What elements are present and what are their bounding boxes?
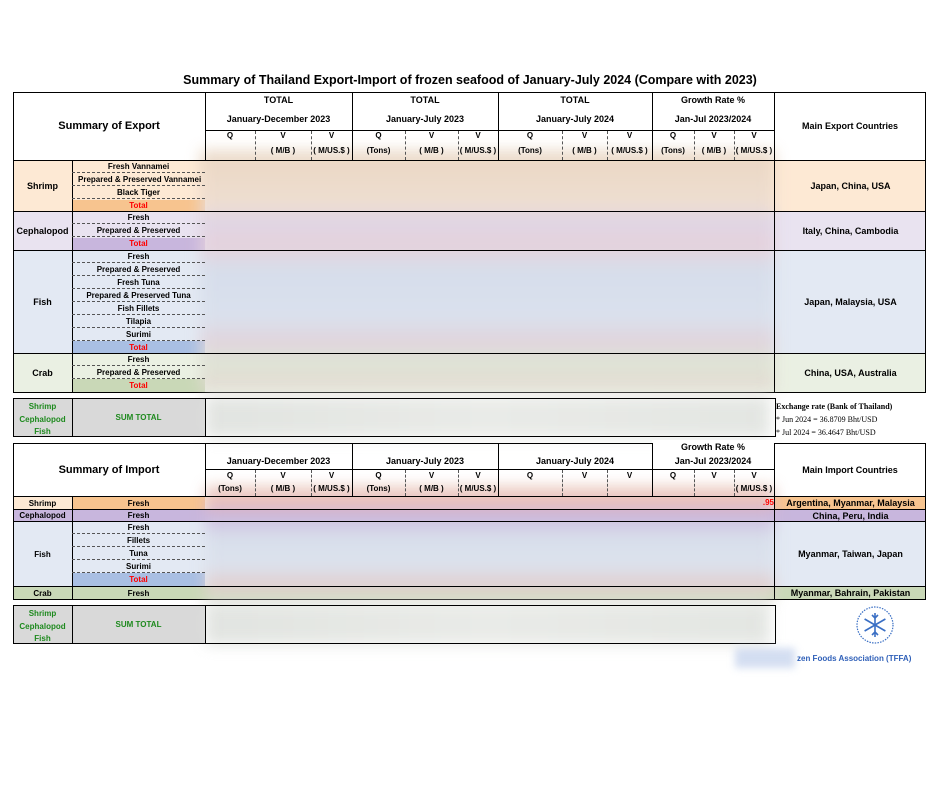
import-period: January-December 2023 <box>226 456 331 466</box>
export-group-fish: Fish <box>33 296 52 307</box>
export-item: Prepared & Preserved Vannamei <box>72 173 205 186</box>
sub-mb: ( M/B ) <box>270 484 296 493</box>
export-item-total: Total <box>129 239 148 248</box>
export-item: Fresh <box>72 212 205 224</box>
export-item: Fresh Vannamei <box>72 161 205 173</box>
export-item: Prepared & Preserved <box>72 366 205 379</box>
export-item: Fresh <box>72 354 205 366</box>
sub-mb: ( M/B ) <box>572 146 597 155</box>
import-countries-crab: Myanmar, Bahrain, Pakistan <box>790 588 911 598</box>
association-name: zen Foods Association (TFFA) <box>797 654 912 663</box>
import-period: January-July 2024 <box>535 456 615 466</box>
export-group-jul2023: TOTAL January-July 2023 <box>385 95 465 124</box>
sub-v: V <box>751 131 757 140</box>
export-section-title: Summary of Export <box>58 120 160 132</box>
sub-v: V <box>328 131 335 140</box>
sub-q: Q <box>226 131 234 140</box>
sub-mb: ( M/B ) <box>270 146 296 155</box>
sub-v: V <box>626 131 633 140</box>
sub-tons: (Tons) <box>366 146 391 155</box>
export-countries-fish: Japan, Malaysia, USA <box>804 296 897 307</box>
import-period: Jan-Jul 2023/2024 <box>674 456 752 466</box>
sub-tons: (Tons) <box>218 484 242 493</box>
sub-q: Q <box>526 131 534 140</box>
sub-mus: ( M/US.$ ) <box>459 484 497 493</box>
import-item-total: Total <box>129 575 148 584</box>
sub-mus: ( M/US.$ ) <box>735 146 773 155</box>
sub-v: V <box>428 471 435 480</box>
export-item: Prepared & Preserved <box>72 224 205 237</box>
sub-v: V <box>475 471 481 480</box>
sub-v: V <box>475 131 481 140</box>
export-item: Prepared & Preserved Tuna <box>72 289 205 302</box>
sub-q: Q <box>669 131 677 140</box>
exchange-rate-jul: * Jul 2024 = 36.4647 Bht/USD <box>776 428 876 437</box>
import-item: Fillets <box>72 534 205 547</box>
import-item: Surimi <box>72 560 205 573</box>
export-group-jul2024: TOTAL January-July 2024 <box>535 95 615 124</box>
export-item: Black Tiger <box>72 186 205 199</box>
tffa-logo <box>852 604 898 646</box>
sub-q: Q <box>226 471 234 480</box>
export-item: Fresh Tuna <box>72 276 205 289</box>
sub-tons: (Tons) <box>366 484 391 493</box>
sub-mb: ( M/B ) <box>419 146 444 155</box>
import-visible-value: .95 <box>762 498 774 507</box>
export-sum-categories: Shrimp Cephalopod Fish <box>19 402 66 436</box>
sub-v: V <box>751 471 757 480</box>
import-group-fish: Fish <box>34 549 51 559</box>
export-item: Prepared & Preserved <box>72 263 205 276</box>
import-item: Fresh <box>127 498 150 508</box>
export-group-growth: Growth Rate % Jan-Jul 2023/2024 <box>674 95 752 124</box>
sub-q: Q <box>669 471 677 480</box>
import-countries-cephalopod: China, Peru, India <box>812 510 889 521</box>
import-countries-shrimp: Argentina, Myanmar, Malaysia <box>786 498 915 508</box>
export-item-total: Total <box>129 200 148 210</box>
sub-mus: ( M/US.$ ) <box>611 146 648 155</box>
page-title: Summary of Thailand Export-Import of frozen seafood of January-July 2024 (Compare with 2023) <box>183 73 757 87</box>
sub-v: V <box>711 131 717 140</box>
sub-mb: ( M/B ) <box>419 484 444 493</box>
export-item: Surimi <box>72 328 205 341</box>
import-group-crab: Crab <box>33 588 52 598</box>
import-sum-categories: Shrimp Cephalopod Fish <box>19 609 66 643</box>
sub-q: Q <box>375 471 382 480</box>
export-group-cephalopod: Cephalopod <box>16 225 69 236</box>
sub-tons: (Tons) <box>661 146 685 155</box>
export-countries-crab: China, USA, Australia <box>804 367 897 378</box>
sub-v: V <box>711 471 717 480</box>
export-countries-cephalopod: Italy, China, Cambodia <box>802 225 899 236</box>
main-import-countries-header: Main Import Countries <box>802 464 898 475</box>
export-item-total: Total <box>129 381 148 390</box>
sub-mb: ( M/B ) <box>701 146 727 155</box>
import-item: Fresh <box>127 511 150 520</box>
import-period: January-July 2023 <box>385 456 465 466</box>
sub-mus: ( M/US.$ ) <box>313 146 350 155</box>
export-item: Fresh <box>72 251 205 263</box>
import-section-title: Summary of Import <box>58 463 160 476</box>
sub-v: V <box>581 131 588 140</box>
sub-v: V <box>280 471 286 480</box>
sub-v: V <box>626 471 633 480</box>
export-sum-label: SUM TOTAL <box>115 413 162 422</box>
sub-v: V <box>280 131 286 140</box>
export-group-shrimp: Shrimp <box>26 180 58 191</box>
export-group-crab: Crab <box>32 367 53 378</box>
import-item: Tuna <box>72 547 205 560</box>
sub-v: V <box>581 471 588 480</box>
exchange-rate-title: Exchange rate (Bank of Thailand) <box>776 402 893 411</box>
export-item-total: Total <box>129 342 148 352</box>
sub-q: Q <box>375 131 382 140</box>
sub-q: Q <box>526 471 534 480</box>
import-countries-fish: Myanmar, Taiwan, Japan <box>798 549 903 559</box>
import-sum-label: SUM TOTAL <box>115 620 162 629</box>
exchange-rate-jun: * Jun 2024 = 36.8709 Bht/USD <box>776 415 878 424</box>
import-item: Fresh <box>127 588 150 598</box>
sub-mus: ( M/US.$ ) <box>735 484 773 493</box>
import-growth-top: Growth Rate % <box>652 440 774 454</box>
import-group-shrimp: Shrimp <box>28 498 57 508</box>
sub-mus: ( M/US.$ ) <box>459 146 497 155</box>
main-export-countries-header: Main Export Countries <box>801 121 898 131</box>
sub-v: V <box>328 471 335 480</box>
sub-mus: ( M/US.$ ) <box>313 484 350 493</box>
sub-tons: (Tons) <box>518 146 542 155</box>
export-item: Tilapia <box>72 315 205 328</box>
export-item: Fish Fillets <box>72 302 205 315</box>
export-countries-shrimp: Japan, China, USA <box>810 180 891 191</box>
import-group-cephalopod: Cephalopod <box>19 511 66 520</box>
import-item: Fresh <box>72 522 205 534</box>
sub-v: V <box>428 131 435 140</box>
export-group-dec2023: TOTAL January-December 2023 <box>226 95 331 124</box>
